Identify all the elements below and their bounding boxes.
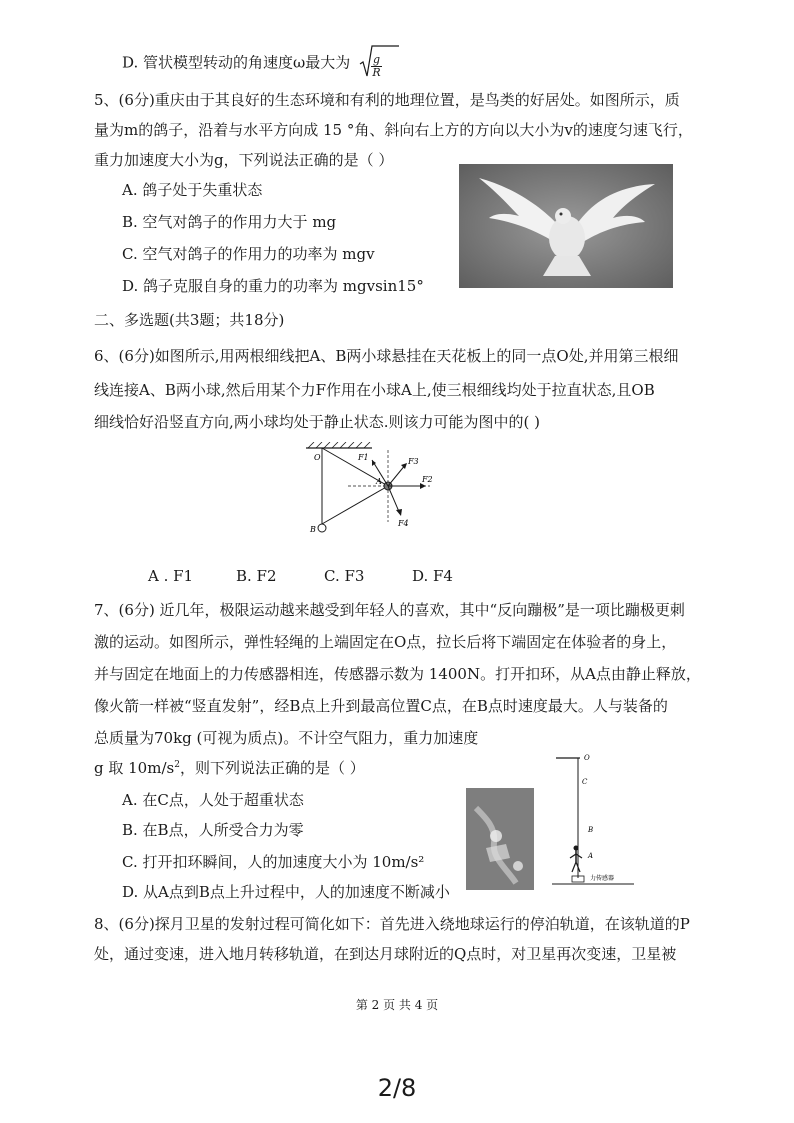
- label-sensor: 力传感器: [590, 875, 615, 882]
- q5-option-d: D. 鸽子克服自身的重力的功率为 mgvsin15°: [122, 277, 424, 295]
- q7-g-exponent: 2: [174, 760, 180, 770]
- label-b: B: [310, 525, 316, 534]
- pigeon-photo: [459, 164, 673, 288]
- section-title-multiple-choice: 二、多选题(共3题；共18分): [94, 311, 285, 329]
- q7-option-d: D. 从A点到B点上升过程中，人的加速度不断减小: [122, 883, 450, 901]
- q8-line-2: 处，通过变速，进入地月转移轨道，在到达月球附近的Q点时，对卫星再次变速，卫星被: [94, 945, 677, 963]
- q6-option-a: A . F1: [148, 567, 194, 585]
- label-b: B: [588, 826, 594, 834]
- label-f2: F2: [422, 475, 433, 484]
- q7-g-value: g 取 10m/s: [94, 759, 175, 777]
- q7-line-5: 总质量为70kg (可视为质点)。不计空气阻力，重力加速度: [94, 729, 479, 747]
- sqrt-formula: [359, 48, 382, 79]
- q7-option-a: A. 在C点，人处于超重状态: [122, 791, 304, 809]
- q5-line-3: 重力加速度大小为g，下列说法正确的是（ ）: [94, 151, 394, 169]
- label-o: O: [314, 453, 321, 462]
- q6-choices: [148, 566, 500, 586]
- q8-line-1: 8、(6分)探月卫星的发射过程可简化如下：首先进入绕地球运行的停泊轨道，在该轨道的P: [94, 915, 690, 933]
- q6-line-2: 线连接A、B两小球,然后用某个力F作用在小球A上,使三根细线均处于拉直状态,且OB: [94, 381, 655, 399]
- ball-b: [318, 524, 326, 532]
- q5-option-c: C. 空气对鸽子的作用力的功率为 mgv: [122, 245, 375, 263]
- label-a: A: [588, 852, 594, 860]
- label-f3: F3: [408, 457, 419, 466]
- string-ab: [322, 486, 388, 524]
- q5-option-b: B. 空气对鸽子的作用力大于 mg: [122, 213, 337, 231]
- q7-option-c: C. 打开扣环瞬间，人的加速度大小为 10m/s²: [122, 853, 425, 871]
- ceiling-hatch: [308, 442, 370, 448]
- label-f4: F4: [398, 519, 409, 528]
- q7-line-2: 激的运动。如图所示，弹性轻绳的上端固定在O点，拉长后将下端固定在体验者的身上，: [94, 633, 677, 651]
- fraction-denominator: R: [372, 66, 381, 79]
- q5-option-a: A. 鸽子处于失重状态: [122, 181, 263, 199]
- q4-option-d-text: D. 管状模型转动的角速度ω最大为: [122, 53, 351, 72]
- q6-line-1: 6、(6分)如图所示,用两根细线把A、B两小球悬挂在天花板上的同一点O处,并用第三根细: [94, 347, 679, 365]
- label-a: A: [376, 477, 382, 486]
- q7-line-3: 并与固定在地面上的力传感器相连，传感器示数为 1400N。打开扣环，从A点由静止释放，: [94, 665, 701, 683]
- q7-option-b: B. 在B点，人所受合力为零: [122, 821, 304, 839]
- q7-question-prompt: ，则下列说法正确的是（ ）: [179, 759, 365, 777]
- label-f1: F1: [358, 453, 369, 462]
- q5-line-1: 5、(6分)重庆由于其良好的生态环境和有利的地理位置，是鸟类的好居处。如图所示，质: [94, 91, 680, 109]
- q6-force-diagram: [302, 442, 452, 542]
- q6-option-c: C. F3: [324, 567, 365, 585]
- reverse-bungee-photo: [466, 788, 534, 890]
- q4-option-d: [122, 48, 382, 79]
- label-o: O: [584, 754, 590, 762]
- q7-line-6: [94, 758, 365, 778]
- q5-line-2: 量为m的鸽子，沿着与水平方向成 15 °角、斜向右上方的方向以大小为v的速度匀速飞行，: [94, 121, 693, 139]
- q6-option-b: B. F2: [236, 567, 277, 585]
- fraction-numerator: g: [373, 53, 381, 66]
- person-head: [574, 846, 579, 851]
- page-number-label: 第 2 页 共 4 页: [355, 998, 439, 1012]
- pigeon-illustration: [459, 164, 673, 288]
- q7-schematic: [552, 752, 636, 892]
- q7-line-4: 像火箭一样被“竖直发射”，经B点上升到最高位置C点，在B点时速度最大。人与装备的: [94, 697, 668, 715]
- q6-option-d: D. F4: [412, 567, 453, 585]
- label-c: C: [582, 778, 588, 786]
- q6-line-3: 细线恰好沿竖直方向,两小球均处于静止状态.则该力可能为图中的( ): [94, 413, 541, 431]
- q7-line-1: 7、(6分) 近几年，极限运动越来越受到年轻人的喜欢，其中“反向蹦极”是一项比蹦极更刺: [94, 601, 685, 619]
- page-counter: 2/8: [377, 1074, 417, 1102]
